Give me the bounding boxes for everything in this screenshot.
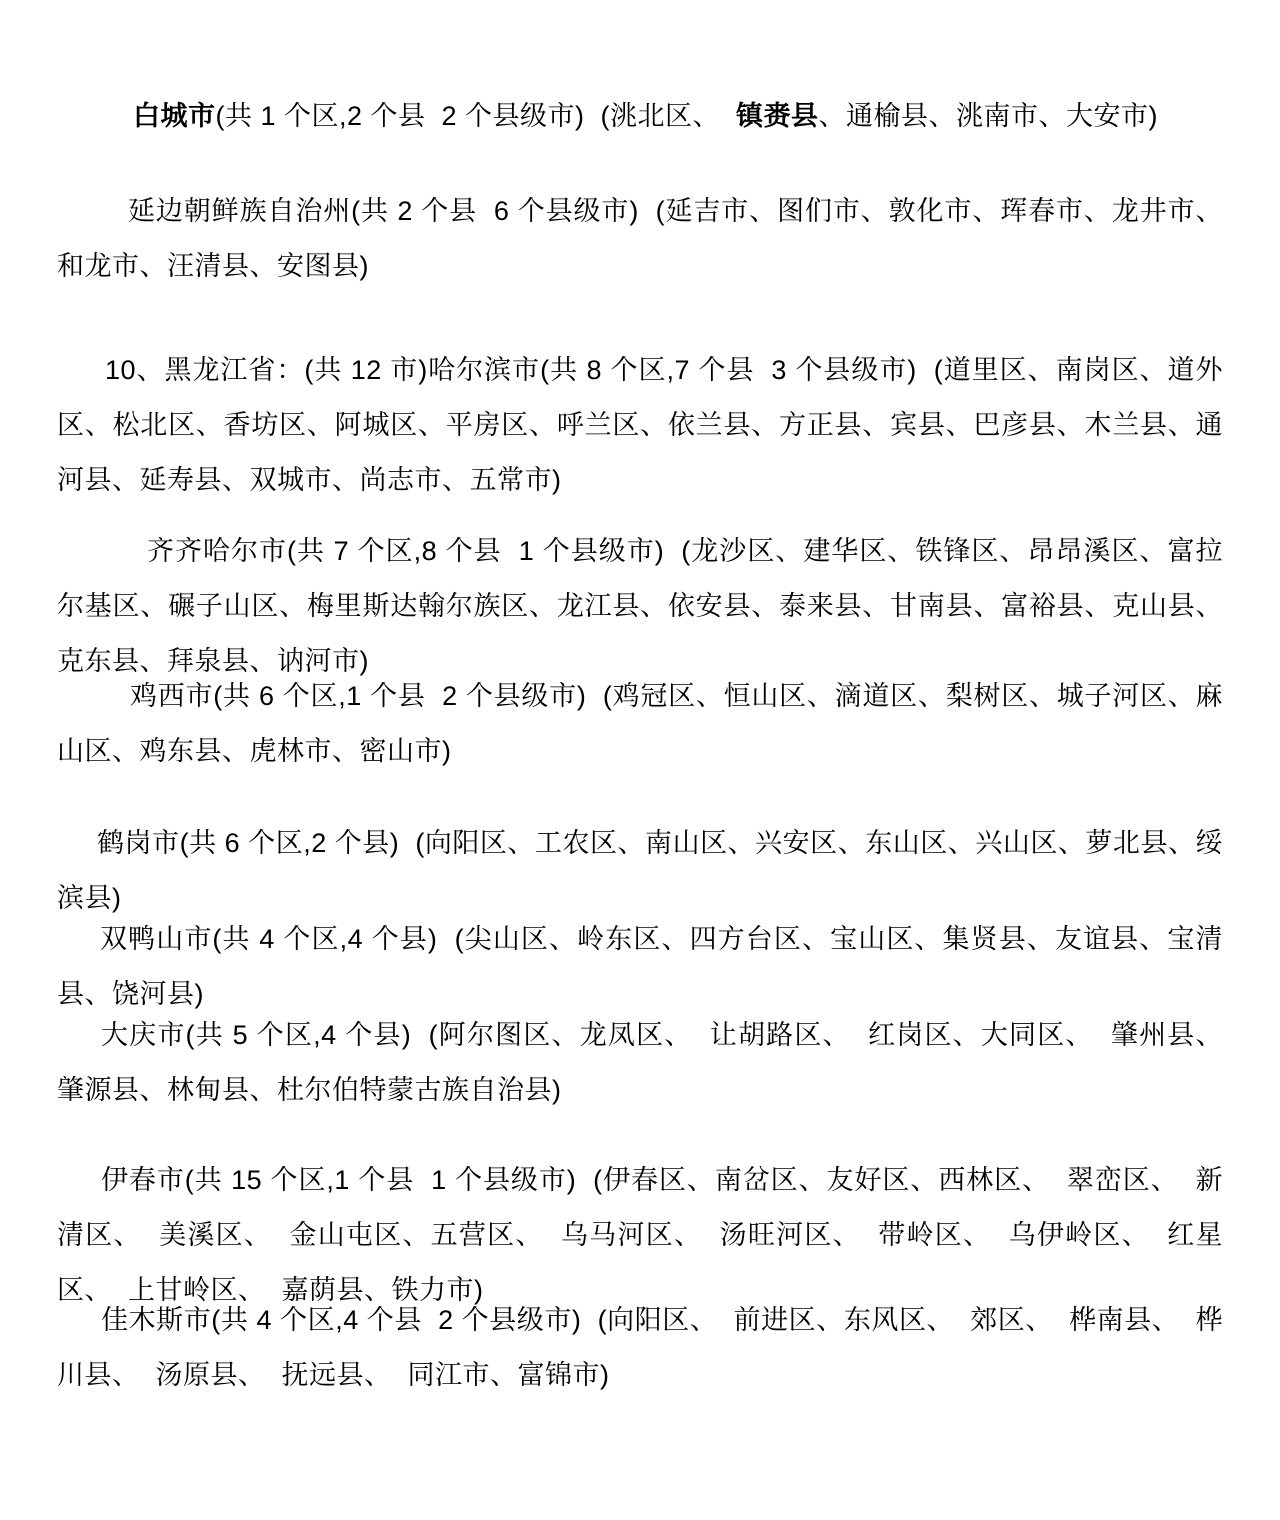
- paragraph-jiamusi: [57, 1293, 1223, 1403]
- text-run: 延边朝鲜族自治州(共 2 个县 6 个县级市) (延吉市、图们市、敦化市、珲春市、龙井市、和龙市、汪清县、安图县): [57, 196, 1223, 281]
- paragraph-shuangyashan: [57, 912, 1223, 1022]
- paragraph-daqing: [57, 1008, 1240, 1118]
- text-run: 鸡西市(共 6 个区,1 个县 2 个县级市) (鸡冠区、恒山区、滴道区、梨树区、城子河区、麻山区、鸡东县、虎林市、密山市): [57, 681, 1223, 766]
- county-name-zhenlai: 镇赉县: [736, 101, 819, 131]
- paragraph-heilongjiang-harbin: [57, 343, 1223, 508]
- paragraph-jixi: [57, 669, 1223, 779]
- text-run: 鹤岗市(共 6 个区,2 个县) (向阳区、工农区、南山区、兴安区、东山区、兴山区、萝北县、绥滨县): [57, 828, 1223, 913]
- text-run: 、通榆县、洮南市、大安市): [818, 101, 1159, 131]
- text-run: 大庆市(共 5 个区,4 个县) (阿尔图区、龙凤区、 让胡路区、 红岗区、大同区、 肇州县、 肇源县、林甸县、杜尔伯特蒙古族自治县): [57, 1020, 1240, 1105]
- text-run: 10、黑龙江省：(共 12 市)哈尔滨市(共 8 个区,7 个县 3 个县级市) (道里区、南岗区、道外区、松北区、香坊区、阿城区、平房区、呼兰区、依兰县、方正县、宾县、巴彦县、木兰县、通河县、延寿县、双城市、尚志市、五常市): [57, 355, 1223, 495]
- text-run: 双鸭山市(共 4 个区,4 个县) (尖山区、岭东区、四方台区、宝山区、集贤县、友谊县、宝清县、饶河县): [57, 924, 1223, 1009]
- text-run: 齐齐哈尔市(共 7 个区,8 个县 1 个县级市) (龙沙区、建华区、铁锋区、昂昂溪区、富拉尔基区、碾子山区、梅里斯达翰尔族区、龙江县、依安县、泰来县、甘南县、富裕县、克山县、克东县、拜泉县、讷河市): [57, 536, 1223, 676]
- text-run: (共 1 个区,2 个县 2 个县级市) (洮北区、: [215, 101, 737, 131]
- text-run: 佳木斯市(共 4 个区,4 个县 2 个县级市) (向阳区、 前进区、东风区、 郊区、 桦南县、 桦川县、 汤原县、 抚远县、 同江市、富锦市): [57, 1305, 1223, 1390]
- paragraph-yanbian: [57, 184, 1223, 294]
- text-run: 伊春市(共 15 个区,1 个县 1 个县级市) (伊春区、南岔区、友好区、西林区、 翠峦区、 新清区、 美溪区、 金山屯区、五营区、 乌马河区、 汤旺河区、 带岭区、 乌伊岭区、 红星区、 上甘岭区、 嘉荫县、铁力市): [57, 1165, 1223, 1305]
- paragraph-hegang: [57, 816, 1223, 926]
- paragraph-baicheng: [57, 89, 1223, 144]
- paragraph-qiqihar: [57, 524, 1223, 689]
- city-name-baicheng: 白城市: [133, 101, 216, 131]
